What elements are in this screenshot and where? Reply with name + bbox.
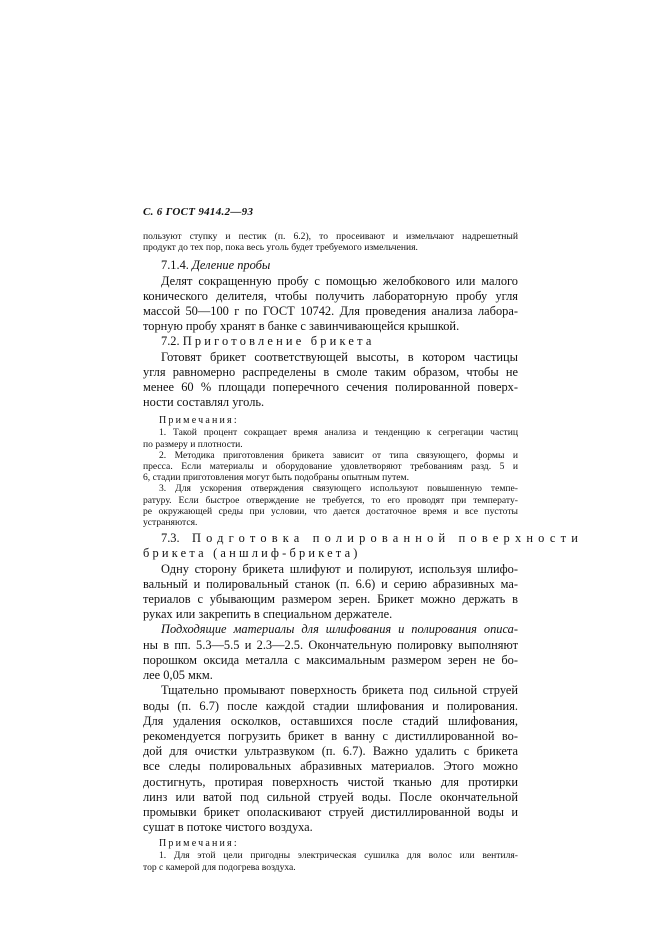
- section-title: Приготовление брикета: [182, 334, 375, 349]
- section-number: 7.1.4.: [161, 258, 189, 273]
- text-line: ности составлял уголь.: [143, 395, 265, 410]
- note-line: 1. Для этой цели пригодны электрическая сушилка для волос или вентиля-: [159, 850, 518, 862]
- section-heading: [143, 258, 518, 273]
- text-line: торную пробу хранят в банке с завинчивающейся крышкой.: [143, 319, 460, 334]
- page-header: С. 6 ГОСТ 9414.2—93: [143, 206, 254, 218]
- text-line: промывки брикет ополаскивают струей дистиллированной воды и: [143, 804, 518, 819]
- text-line: все следы полировальных абразивных материалов. Этого можно: [143, 759, 518, 774]
- text-line: руках или закрепить в специальном держателе.: [143, 607, 393, 622]
- document-page: [143, 206, 584, 873]
- section-7-2: [143, 334, 518, 410]
- text-line: вальный и полировальный станок (п. 6.6) и серию абразивных ма-: [143, 576, 518, 591]
- note-line: 6, стадии приготовления могут быть подобраны опытным путем.: [143, 472, 409, 484]
- section-title-line-1: Подготовка полированной поверхности: [191, 531, 584, 546]
- section-7-1-4: [143, 258, 518, 334]
- section-7-3: [143, 531, 584, 835]
- text-line: пользуют ступку и пестик (п. 6.2), то просеивают и измельчают надрешетный: [143, 231, 518, 242]
- text-line: Подходящие материалы для шлифования и полирования описа-: [161, 622, 518, 637]
- text-line: Тщательно промывают поверхность брикета под сильной струей: [161, 683, 518, 698]
- notes-list: [143, 427, 518, 528]
- text-line: достигнуть, протирая поверхность чистой тканью для протирки: [143, 774, 518, 789]
- text-line: массой 50—100 г по ГОСТ 10742. Для проведения анализа лабора-: [143, 304, 518, 319]
- text-line: порошком оксида металла с максимальным размером зерен не бо-: [143, 652, 518, 667]
- note-line: тор с камерой для подогрева воздуха.: [143, 861, 296, 873]
- text-line: Одну сторону брикета шлифуют и полируют, используя шлифо-: [161, 561, 518, 576]
- note-line: 1. Такой процент сокращает время анализа и тенденцию к сегрегации частиц: [159, 427, 518, 439]
- section-number: 7.2.: [161, 334, 180, 349]
- note-line: 3. Для ускорения отверждения связующего используют повышенную темпе-: [159, 483, 518, 495]
- note-line: 2. Методика приготовления брикета зависит от типа связующего, формы и: [159, 449, 518, 461]
- text-line: рекомендуется погрузить брикет в ванну с дистиллированной во-: [143, 728, 518, 743]
- text-line: Готовят брикет соответствующей высоты, в котором частицы: [161, 349, 518, 364]
- text-line: териалов с убывающим размером зерен. Брикет можно держать в: [143, 592, 518, 607]
- intro-paragraph: [143, 231, 518, 253]
- text-line: дой для очистки ультразвуком (п. 6.7). Важно удалить с брикета: [143, 744, 518, 759]
- text-line: продукт до тех пор, пока весь уголь будет требуемого измельчения.: [143, 242, 418, 254]
- text-line: сушат в потоке чистого воздуха.: [143, 820, 313, 835]
- note-line: ре окружающей среды при условии, что дается достаточное время и все пустоты: [143, 505, 518, 517]
- notes-title: Примечания:: [159, 838, 239, 850]
- section-heading: [143, 334, 518, 349]
- text-line: ны в пп. 5.3—5.5 и 2.3—2.5. Окончательную полировку выполняют: [143, 637, 518, 652]
- text-line: угля равномерно распределены в смоле таким образом, чтобы не: [143, 364, 518, 379]
- text-line: Делят сокращенную пробу с помощью желобкового или малого: [161, 273, 518, 288]
- note-line: по размеру и плотности.: [143, 438, 243, 450]
- section-title-line-2: брикета (аншлиф-брикета): [143, 546, 361, 561]
- text-line: конического делителя, чтобы получить лабораторную пробу угля: [143, 288, 518, 303]
- text-line: Для удаления осколков, оставшихся после стадий шлифования,: [143, 713, 518, 728]
- note-line: пресса. Если материалы и оборудование удовлетворяют требованиям разд. 5 и: [143, 461, 518, 473]
- notes-title: Примечания:: [159, 415, 239, 427]
- text-line: менее 60 % площади поперечного сечения полированной поверх-: [143, 380, 518, 395]
- note-line: ратуру. Если быстрое отверждение не требуется, то его проводят при температу-: [143, 494, 518, 506]
- section-number: 7.3.: [161, 531, 180, 546]
- section-title: Деление пробы: [192, 258, 271, 273]
- section-heading: [143, 531, 584, 546]
- notes-list: [143, 850, 518, 872]
- text-line: воды (п. 6.7) после каждой стадии шлифования и полирования.: [143, 698, 518, 713]
- text-line: лее 0,05 мкм.: [143, 668, 213, 683]
- text-line: линз или ватой под сильной струей воды. После окончательной: [143, 789, 518, 804]
- note-line: устраняются.: [143, 517, 198, 529]
